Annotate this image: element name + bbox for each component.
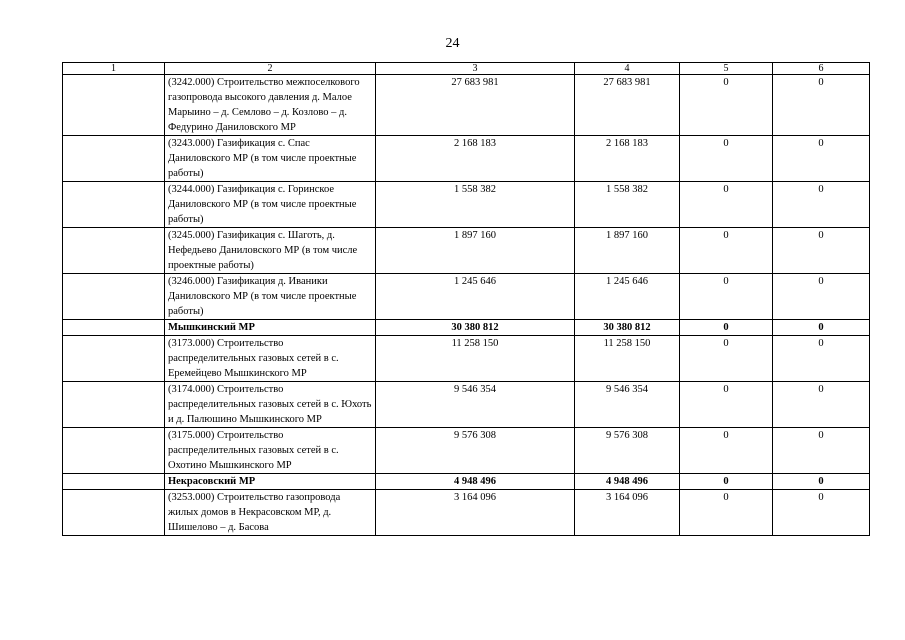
row-code-cell — [63, 320, 165, 336]
district-name: Мышкинский МР — [165, 320, 376, 336]
amount-col6: 0 — [773, 336, 870, 382]
amount-col3: 3 164 096 — [376, 490, 575, 536]
amount-col6: 0 — [773, 136, 870, 182]
amount-col5: 0 — [680, 474, 773, 490]
amount-col6: 0 — [773, 428, 870, 474]
amount-col3: 30 380 812 — [376, 320, 575, 336]
row-code-cell — [63, 75, 165, 136]
row-code-cell — [63, 228, 165, 274]
district-name: Некрасовский МР — [165, 474, 376, 490]
row-code-cell — [63, 490, 165, 536]
row-code-cell — [63, 382, 165, 428]
table-row — [63, 136, 870, 182]
amount-col4: 1 897 160 — [575, 228, 680, 274]
column-number: 6 — [773, 63, 870, 75]
table-row — [63, 490, 870, 536]
amount-col5: 0 — [680, 336, 773, 382]
amount-col5: 0 — [680, 182, 773, 228]
amount-col4: 9 546 354 — [575, 382, 680, 428]
amount-col6: 0 — [773, 382, 870, 428]
amount-col4: 11 258 150 — [575, 336, 680, 382]
amount-col6: 0 — [773, 320, 870, 336]
subtotal-row — [63, 474, 870, 490]
amount-col6: 0 — [773, 474, 870, 490]
table-row — [63, 336, 870, 382]
amount-col4: 27 683 981 — [575, 75, 680, 136]
amount-col3: 4 948 496 — [376, 474, 575, 490]
project-name: (3243.000) Газификация с. Спас Даниловского МР (в том числе проектные работы) — [165, 136, 376, 182]
amount-col4: 1 558 382 — [575, 182, 680, 228]
column-number: 2 — [165, 63, 376, 75]
project-name: (3242.000) Строительство межпоселкового газопровода высокого давления д. Малое Марыино – д. Семлово – д. Козлово – д. Федурино Даниловского МР — [165, 75, 376, 136]
amount-col5: 0 — [680, 382, 773, 428]
amount-col3: 11 258 150 — [376, 336, 575, 382]
table-row — [63, 274, 870, 320]
amount-col5: 0 — [680, 228, 773, 274]
amount-col5: 0 — [680, 136, 773, 182]
table-row — [63, 428, 870, 474]
amount-col3: 9 546 354 — [376, 382, 575, 428]
amount-col6: 0 — [773, 274, 870, 320]
table-row — [63, 382, 870, 428]
amount-col6: 0 — [773, 75, 870, 136]
project-name: (3253.000) Строительство газопровода жилых домов в Некрасовском МР, д. Шишелово – д. Басова — [165, 490, 376, 536]
amount-col3: 2 168 183 — [376, 136, 575, 182]
column-number-row — [63, 63, 870, 75]
amount-col6: 0 — [773, 228, 870, 274]
row-code-cell — [63, 336, 165, 382]
amount-col5: 0 — [680, 320, 773, 336]
amount-col4: 30 380 812 — [575, 320, 680, 336]
amount-col3: 1 897 160 — [376, 228, 575, 274]
amount-col5: 0 — [680, 75, 773, 136]
amount-col5: 0 — [680, 274, 773, 320]
project-name: (3174.000) Строительство распределительных газовых сетей в с. Юхоть и д. Палюшино Мышкинского МР — [165, 382, 376, 428]
amount-col4: 2 168 183 — [575, 136, 680, 182]
amount-col3: 9 576 308 — [376, 428, 575, 474]
amount-col4: 3 164 096 — [575, 490, 680, 536]
column-number: 1 — [63, 63, 165, 75]
project-name: (3173.000) Строительство распределительных газовых сетей в с. Еремейцево Мышкинского МР — [165, 336, 376, 382]
amount-col3: 1 558 382 — [376, 182, 575, 228]
amount-col3: 1 245 646 — [376, 274, 575, 320]
project-name: (3244.000) Газификация с. Горинское Даниловского МР (в том числе проектные работы) — [165, 182, 376, 228]
column-number: 3 — [376, 63, 575, 75]
row-code-cell — [63, 136, 165, 182]
amount-col5: 0 — [680, 428, 773, 474]
column-number: 4 — [575, 63, 680, 75]
project-name: (3245.000) Газификация с. Шаготь, д. Нефедьево Даниловского МР (в том числе проектные работы) — [165, 228, 376, 274]
page-number: 24 — [445, 36, 460, 51]
row-code-cell — [63, 274, 165, 320]
budget-table — [62, 62, 870, 536]
row-code-cell — [63, 182, 165, 228]
amount-col4: 9 576 308 — [575, 428, 680, 474]
table-row — [63, 75, 870, 136]
amount-col4: 4 948 496 — [575, 474, 680, 490]
amount-col3: 27 683 981 — [376, 75, 575, 136]
project-name: (3175.000) Строительство распределительных газовых сетей в с. Охотино Мышкинского МР — [165, 428, 376, 474]
amount-col6: 0 — [773, 490, 870, 536]
column-number: 5 — [680, 63, 773, 75]
amount-col4: 1 245 646 — [575, 274, 680, 320]
amount-col5: 0 — [680, 490, 773, 536]
subtotal-row — [63, 320, 870, 336]
row-code-cell — [63, 428, 165, 474]
project-name: (3246.000) Газификация д. Иваники Даниловского МР (в том числе проектные работы) — [165, 274, 376, 320]
table-row — [63, 182, 870, 228]
row-code-cell — [63, 474, 165, 490]
table-row — [63, 228, 870, 274]
amount-col6: 0 — [773, 182, 870, 228]
